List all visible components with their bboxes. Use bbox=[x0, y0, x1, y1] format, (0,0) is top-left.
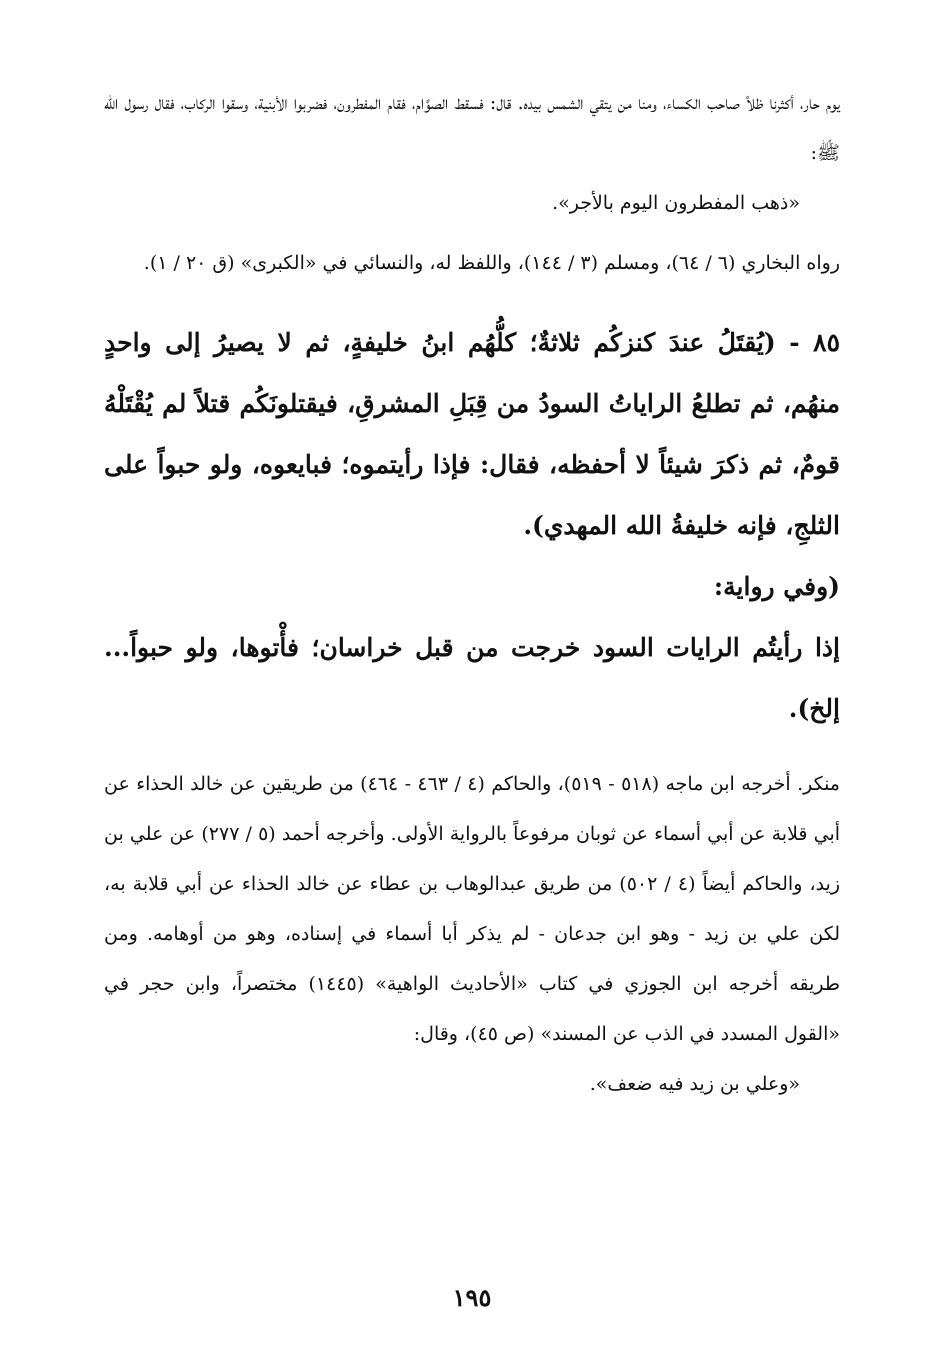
top-quote: «ذهب المفطرون اليوم بالأجر». bbox=[552, 192, 800, 214]
page-number: ١٩٥ bbox=[452, 1283, 492, 1312]
spacer bbox=[104, 739, 840, 759]
spacer bbox=[104, 228, 840, 238]
riwaya-heading: (وفي رواية: bbox=[713, 572, 840, 601]
hadith-85: ٨٥ - (يُقتَلُ عندَ كنزكُم ثلاثةٌ؛ كلُّهُم ابنُ خليفةٍ، ثم لا يصيرُ إلى واحدٍ منهُم، ثم تطلعُ الراياتُ السودُ من قِبَلِ المشرقِ، فيقتلونَكُم قتلاً لم يُقْتَلْهُ قومٌ، ثم ذكرَ شيئاً لا أحفظه، فقال: فإذا رأيتموه؛ فبايعوه، ولو حبواً على الثلجِ، فإنه خليفةُ الله المهدي). bbox=[104, 328, 840, 540]
top-paragraph: يوم حار، أكثرنا ظلاً صاحب الكساء، ومنا من يتقي الشمس بيده. قال: فسقط الصوَّام، فقام المفطرون، فضربوا الأبنية، وسقوا الركاب، فقال رسول الله ﷺ: bbox=[104, 92, 840, 164]
bottom-quote: «وعلي بن زيد فيه ضعف». bbox=[589, 1073, 800, 1095]
riwaya-text: إذا رأيتُم الرايات السود خرجت من قبل خراسان؛ فأْتوها، ولو حبواً... إلخ). bbox=[104, 633, 840, 723]
book-page bbox=[104, 78, 841, 1312]
source-note: رواه البخاري (٦ / ٦٤)، ومسلم (٣ / ١٤٤)، واللفظ له، والنسائي في «الكبرى» (ق ٢٠ / ١). bbox=[143, 252, 840, 274]
spacer bbox=[104, 288, 840, 312]
takhrij-paragraph: منكر. أخرجه ابن ماجه (٥١٨ - ٥١٩)، والحاكم (٤ / ٤٦٣ - ٤٦٤) من طريقين عن خالد الحذاء عن أبي قلابة عن أبي أسماء عن ثوبان مرفوعاً بالرواية الأولى. وأخرجه أحمد (٥ / ٢٧٧) عن علي بن زيد، والحاكم أيضاً (٤ / ٥٠٢) من طريق عبدالوهاب بن عطاء عن خالد الحذاء عن أبي قلابة به، لكن علي بن زيد - وهو ابن جدعان - لم يذكر أبا أسماء في إسناده، وهو من أوهامه. ومن طريقه أخرجه ابن الجوزي في كتاب «الأحاديث الواهية» (١٤٤٥) مختصراً، وابن حجر في «القول المسدد في الذب عن المسند» (ص ٤٥)، وقال: bbox=[104, 773, 841, 1045]
